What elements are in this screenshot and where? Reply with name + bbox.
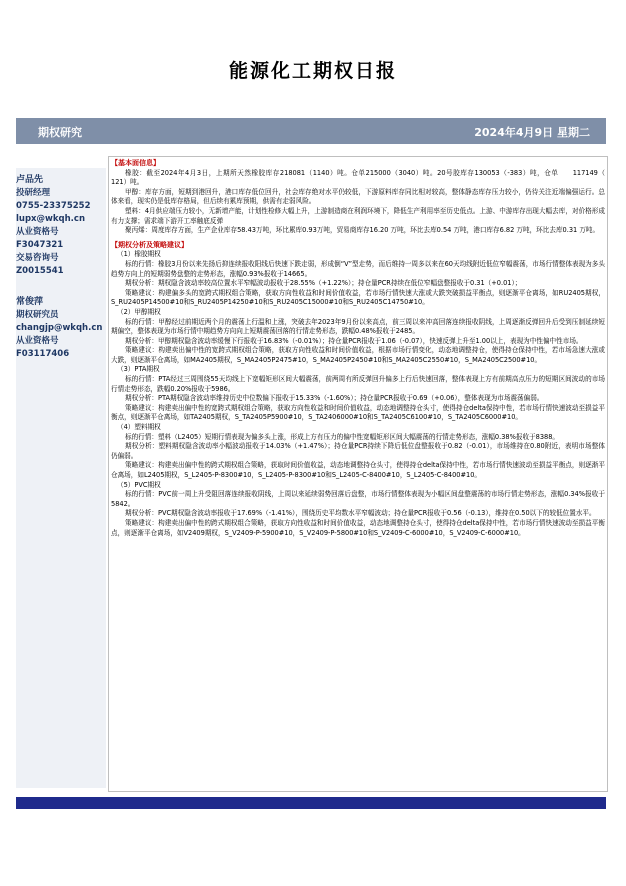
paragraph: 标的行情：甲醇经过前期近两个月的震荡上行温和上涨，突破去年2023年9月份以来高点，前三周以来冲高回落连续报收阴线，上周逐渐反弹回升后受到压制延续短期偏空，整体表现为市场行情中期趋势方向向上短期震荡回落的行情走势形态，跌幅0.48%报收于2485。 [111,317,605,336]
paragraph: 策略建议：构建卖出偏中性的跨式期权组合策略，获取时间价值收益，动态地调整持仓头寸，使得持仓delta保持中性，若市场行情快速波动至损益平衡点，则逐渐平仓离场，如L2405期权，S_L2405-P-8300#10，S_L2405-P-8300#10和S_L2405-C-8400#10，S_L2405-C-8400#10。 [111,461,605,479]
analyst-email[interactable]: changjp@wkqh.cn [16,323,103,333]
paragraph: 期权分析：塑料期权隐含波动率小幅波动报收于14.03%（+1.47%）；持仓量PCR持续下降后低位盘整报收于0.82（-0.01），市场维持在0.80附近，表明市场整体仍偏弱。 [111,442,605,460]
paragraph: 期权分析：PTA期权隐含波动率维持历史中位数偏下报收于15.33%（-1.60%）；持仓量PCR报收于0.69（+0.06），整体表现为市场震荡偏弱。 [125,394,544,403]
analyst-role: 投研经理 [16,188,51,198]
paragraph: 策略建议：构建卖出偏中性的宽跨式期权组合策略，获取方向性收益和时间价值收益，动态地调整持仓头寸，使得持仓delta保持中性，若市场行情快速波动至损益平衡点，则逐渐平仓离场，如TA2405期权，S_TA2405P5900#10，S_TA2406000#10和S_TA2405C6100#10，S_TA2405C6000#10。 [111,403,605,422]
consult-label: 交易咨询号 [16,253,59,263]
analyst-name: 常俊萍 [16,297,44,307]
report-content [108,156,619,792]
subsection-title: （2）甲醇期权 [117,307,161,316]
subsection-title: （5）PVC期权 [117,480,161,489]
paragraph: 橡胶：截至2024年4月3日，上期所天然橡胶库存218081（1140）吨。仓单215000（3040）吨。20号胶库存130053（-383）吨，仓单 117149（ 121）吨。 [111,168,619,187]
section-heading-fundamentals: 【基本面信息】 [111,159,160,167]
license-number: F3047321 [16,240,64,250]
analyst-contact-2 [16,296,106,361]
analyst-phone: 0755-23375252 [16,201,91,211]
paragraph: 标的行情：塑料（L2405）短期行情表现为偏多头上涨，形成上方有压力的偏中性宽幅矩形区间大幅震荡的行情走势形态，涨幅0.38%报收于8388。 [125,432,560,441]
paragraph: 策略建议：构建卖出偏中性的跨式期权组合策略，获取方向性收益和时间价值收益，动态地调整持仓头寸，使得持仓delta保持中性，若市场行情快速波动至损益平衡点，则逐渐平仓离场，如V2409期权，S_V2409-P-5900#10，S_V2409-P-5800#10和S_V2409-C-6000#10，S_V2409-C-6000#10。 [111,518,605,537]
paragraph: 期权分析：甲醇期权隐含波动率缓慢下行报收于16.83%（-0.01%）；持仓量PCR报收于1.06（-0.07），快速反弹上升至1.00以上，表现为中性偏中性市场。 [125,336,583,345]
paragraph: 甲醇：库存方面，短期到港回升，港口库存低位回升，社会库存绝对水平仍较低，下游原料库存同比相对较高，整体静态库存压力较小，仍待关注近端偏强运行。总体来看，现实仍是低库存格局，但后续有累库预期，供需有走弱风险。 [111,187,605,206]
analyst-email[interactable]: lupx@wkqh.cn [16,214,85,224]
document-title: 能源化工期权日报 [228,60,397,82]
paragraph: 塑料：4月供应端压力较小，无新增产能，计划性检修大幅上升，上游制造商在利润环境下，降低生产利用率至历史低点。上游、中游库存出现大幅去库，对价格形成有力支撑；需求端下游开工率触底反弹 [111,206,605,225]
paragraph: 聚丙烯：周度库存方面，生产企业库存58.43万吨，环比累库0.93万吨，贸易商库存16.20 万吨，环比去库0.54 万吨，港口库存6.82 万吨，环比去库0.31 万吨。 [125,226,600,235]
analyst-sidebar [16,168,106,788]
paragraph: 标的行情：PTA经过三周围绕55天均线上下宽幅矩形区间大幅震荡，前两周有所反弹回升偏多上行后快速回落，整体表现上方有前期高点压力的短期区间波动的市场行情走势形态，跌幅0.20%报收于5986。 [111,375,605,393]
subsection-title: （1）橡胶期权 [117,250,161,259]
consult-number: Z0015541 [16,266,64,276]
header-banner [16,118,606,144]
footer-bar [16,797,606,809]
license-label: 从业资格号 [16,227,59,237]
license-label: 从业资格号 [16,336,59,346]
license-number: F03117406 [16,349,70,359]
paragraph: 期权分析：期权隐含波动率较高位置水平窄幅波动报收于28.55%（+1.22%）；持仓量PCR持续在低位窄幅盘整报收于0.31（+0.01）； [125,279,522,288]
analyst-name: 卢品先 [16,175,44,185]
subsection-title: （3）PTA期权 [117,365,160,374]
report-body [111,159,619,538]
analyst-contact-1 [16,174,106,278]
paragraph: 策略建议：构建偏多头的宽跨式期权组合策略，获取方向性收益和时间价值收益，若市场行情快速大涨或大跌突破损益平衡点，则逐渐平仓离场，如RU2405期权，S_RU2405P14500#10和S_RU2405P14250#10和S_RU2405C15000#10和S_RU2405C14750#10。 [111,288,605,307]
paragraph: 标的行情：橡胶3月份以来先扬后抑连续报收阳线后快速下跌走弱，形成倒“V”型走势，而后维持一周多以来在60天均线附近低位窄幅震荡，市场行情整体表现为多头趋势方向上的短期弱势盘整的走势形态，涨幅0.93%报收于14665。 [111,259,605,278]
banner-category: 期权研究 [38,126,82,139]
paragraph: 策略建议：构建卖出偏中性的宽跨式期权组合策略，获取方向性收益和时间价值收益，根据市场行情变化，动态地调整持仓，使得持仓保持中性，若市场急速大涨或大跌，则逐渐平仓离场，如MA2405期权，S_MA2405P2475#10，S_MA2405P2450#10和S_MA2405C2550#10，S_MA2405C2500#10。 [111,346,605,364]
paragraph: 期权分析：PVC期权隐含波动率报收于17.69%（-1.41%），围绕历史平均数水平窄幅波动；持仓量PCR报收于0.56（-0.13），维持在0.50以下的较低位置水平。 [125,509,596,518]
banner-date: 2024年4月9日 星期二 [474,126,590,139]
section-heading-options: 【期权分析及策略建议】 [111,240,188,249]
subsection-title: （4）塑料期权 [117,423,161,432]
analyst-role: 期权研究员 [16,310,59,320]
paragraph: 标的行情：PVC前一周上升受阻回落连续报收阴线，上周以来延续弱势回落后盘整，市场行情整体表现为小幅区间盘整震荡的市场行情走势形态，涨幅0.34%报收于5842。 [111,490,605,508]
